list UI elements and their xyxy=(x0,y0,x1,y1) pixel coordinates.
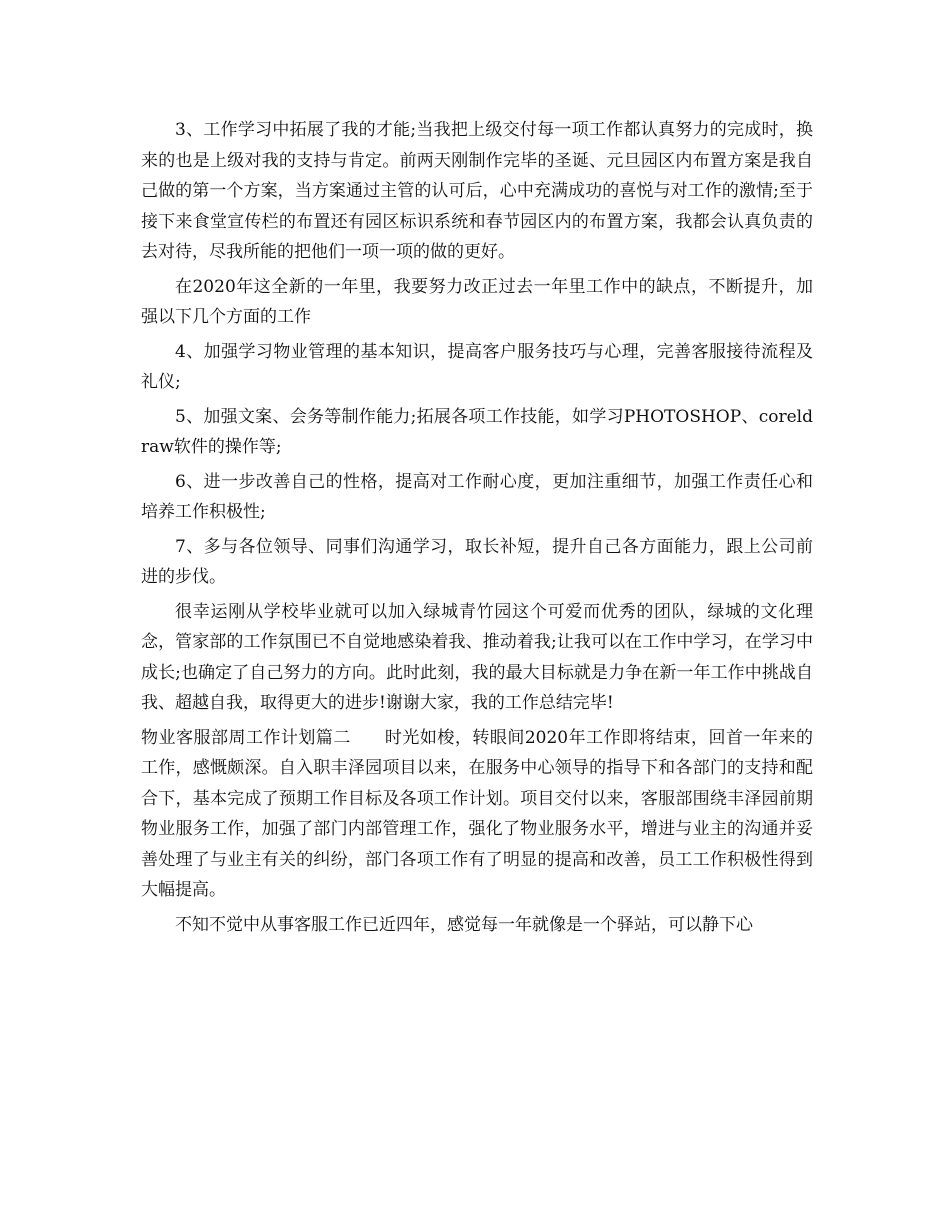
paragraph-item-6: 6、进一步改善自己的性格，提高对工作耐心度，更加注重细节，加强工作责任心和培养工作积极性; xyxy=(141,471,813,522)
paragraph-item-5: 5、加强文案、会务等制作能力;拓展各项工作技能，如学习PHOTOSHOP、coreldraw软件的操作等; xyxy=(141,406,813,457)
paragraph-closing: 很幸运刚从学校毕业就可以加入绿城青竹园这个可爱而优秀的团队，绿城的文化理念，管家部的工作氛围已不自觉地感染着我、推动着我;让我可以在工作中学习，在学习中成长;也确定了自己努力的方向。此时此刻，我的最大目标就是力争在新一年工作中挑战自我、超越自我，取得更大的进步!谢谢大家，我的工作总结完毕! xyxy=(141,601,813,713)
paragraph-new-year-plan: 在2020年这全新的一年里，我要努力改正过去一年里工作中的缺点，不断提升，加强以下几个方面的工作 xyxy=(141,276,813,327)
paragraph-last: 不知不觉中从事客服工作已近四年，感觉每一年就像是一个驿站，可以静下心 xyxy=(175,914,753,935)
paragraph-item-7: 7、多与各位领导、同事们沟通学习，取长补短，提升自己各方面能力，跟上公司前进的步伐。 xyxy=(141,536,813,587)
paragraph-item-4: 4、加强学习物业管理的基本知识，提高客户服务技巧与心理，完善客服接待流程及礼仪; xyxy=(141,341,813,392)
document-page xyxy=(141,115,813,944)
paragraph-item-3: 3、工作学习中拓展了我的才能;当我把上级交付每一项工作都认真努力的完成时，换来的也是上级对我的支持与肯定。前两天刚制作完毕的圣诞、元旦园区内布置方案是我自己做的第一个方案，当方案通过主管的认可后，心中充满成功的喜悦与对工作的激情;至于接下来食堂宣传栏的布置还有园区标识系统和春节园区内的布置方案，我都会认真负责的去对待，尽我所能的把他们一项一项的做的更好。 xyxy=(141,120,813,262)
section-title: 物业客服部周工作计划篇二 xyxy=(141,727,351,748)
section-two-paragraph xyxy=(141,723,813,906)
section-two-text: 时光如梭，转眼间2020年工作即将结束，回首一年来的工作，感慨颇深。自入职丰泽园项目以来，在服务中心领导的指导下和各部门的支持和配合下，基本完成了预期工作目标及各项工作计划。项目交付以来，客服部围绕丰泽园前期物业服务工作，加强了部门内部管理工作，强化了物业服务水平，增进与业主的沟通并妥善处理了与业主有关的纠纷，部门各项工作有了明显的提高和改善，员工工作积极性得到大幅提高。 xyxy=(141,727,813,900)
